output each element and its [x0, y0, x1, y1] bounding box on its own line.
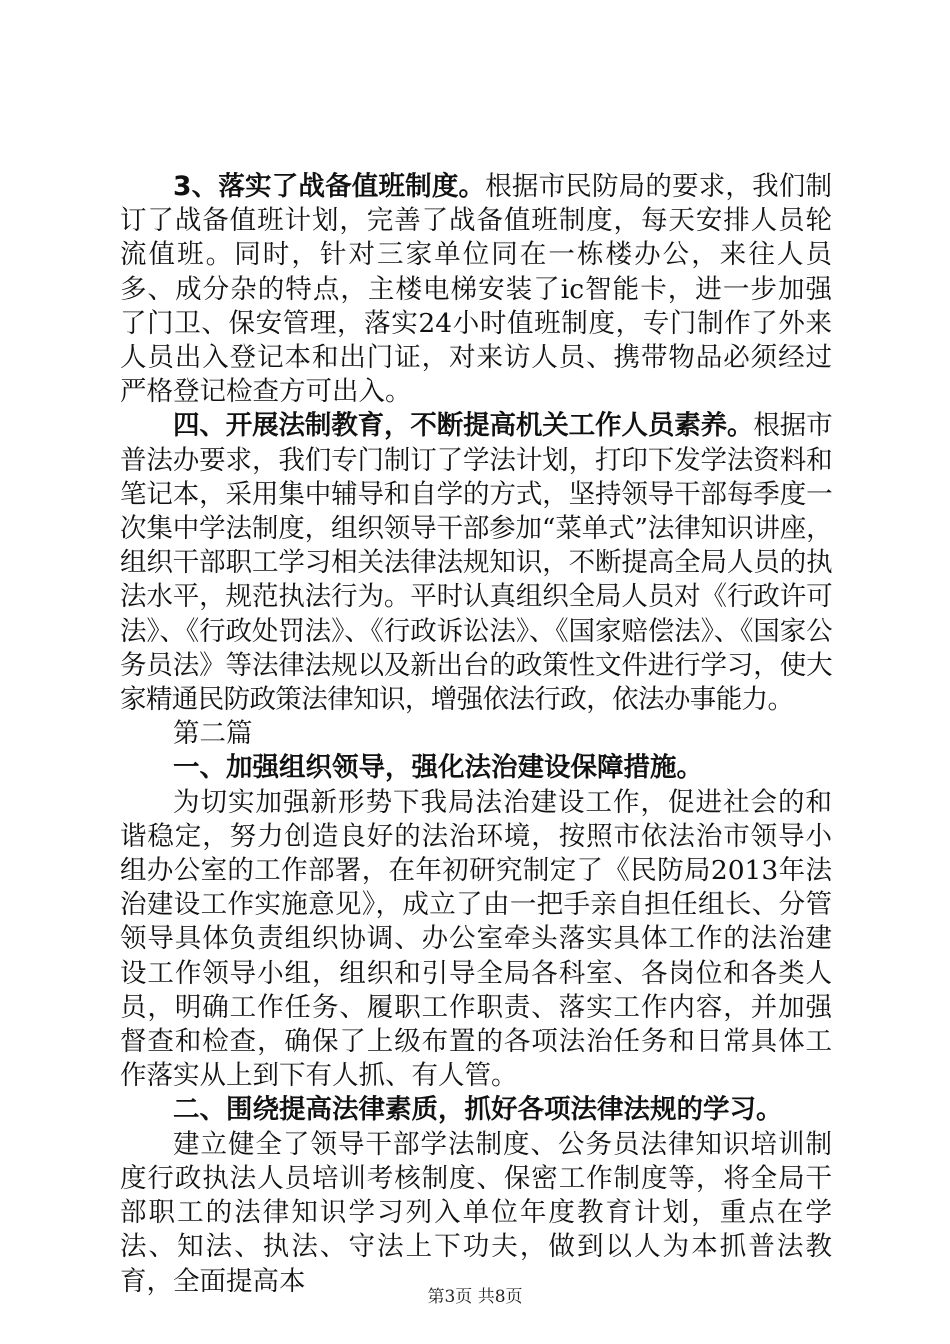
paragraph-legal-education: [120, 409, 832, 717]
page-footer: [0, 1282, 950, 1307]
paragraph-heading: 二、围绕提高法律素质，抓好各项法律法规的学习。: [173, 1094, 783, 1126]
paragraph-heading: 3、落实了战备值班制度。: [173, 171, 486, 202]
paragraph-duty-system: [120, 170, 832, 409]
paragraph-heading: 一、加强组织领导，强化法治建设保障措施。: [173, 752, 703, 784]
paragraph-heading: 四、开展法制教育，不断提高机关工作人员素养。: [173, 410, 754, 442]
paragraph-leadership: [120, 786, 832, 1094]
section-heading-law-study: [120, 1093, 832, 1127]
part-two-title: [120, 717, 832, 751]
document-body: [120, 170, 832, 1299]
paragraph-text: 第二篇: [173, 718, 253, 750]
section-heading-leadership: [120, 751, 832, 785]
paragraph-text: 为切实加强新形势下我局法治建设工作，促进社会的和谐稳定，努力创造良好的法治环境，按照市依法治市领导小组办公室的工作部署，在年初研究制定了《民防局2013年法治建设工作实施意见》，成立了由一把手亲自担任组长、分管领导具体负责组织协调、办公室牵头落实具体工作的法治建设工作领导小组，组织和引导全局各科室、各岗位和各类人员，明确工作任务、履职工作职责、落实工作内容，并加强督查和检查，确保了上级布置的各项法治任务和日常具体工作落实从上到下有人抓、有人管。: [120, 786, 832, 1092]
paragraph-law-study: [120, 1128, 832, 1299]
paragraph-text: 根据市普法办要求，我们专门制订了学法计划，打印下发学法资料和笔记本，采用集中辅导和自学的方式，坚持领导干部每季度一次集中学法制度，组织领导干部参加“菜单式”法律知识讲座，组织干部职工学习相关法律法规知识，不断提高全局人员的执法水平，规范执法行为。平时认真组织全局人员对《行政许可法》、《行政处罚法》、《行政诉讼法》、《国家赔偿法》、《国家公务员法》等法律法规以及新出台的政策性文件进行学习，使大家精通民防政策法律知识，增强依法行政，依法办事能力。: [120, 410, 832, 716]
paragraph-text: 根据市民防局的要求，我们制订了战备值班计划，完善了战备值班制度，每天安排人员轮流值班。同时，针对三家单位同在一栋楼办公，来往人员多、成分杂的特点，主楼电梯安装了ic智能卡，进一步加强了门卫、保安管理，落实24小时值班制度，专门制作了外来人员出入登记本和出门证，对来访人员、携带物品必须经过严格登记检查方可出入。: [120, 171, 832, 408]
page-number: 第3页 共8页: [427, 1287, 523, 1307]
paragraph-text: 建立健全了领导干部学法制度、公务员法律知识培训制度行政执法人员培训考核制度、保密工作制度等，将全局干部职工的法律知识学习列入单位年度教育计划，重点在学法、知法、执法、守法上下功夫，做到以人为本抓普法教育，全面提高本: [120, 1128, 832, 1297]
